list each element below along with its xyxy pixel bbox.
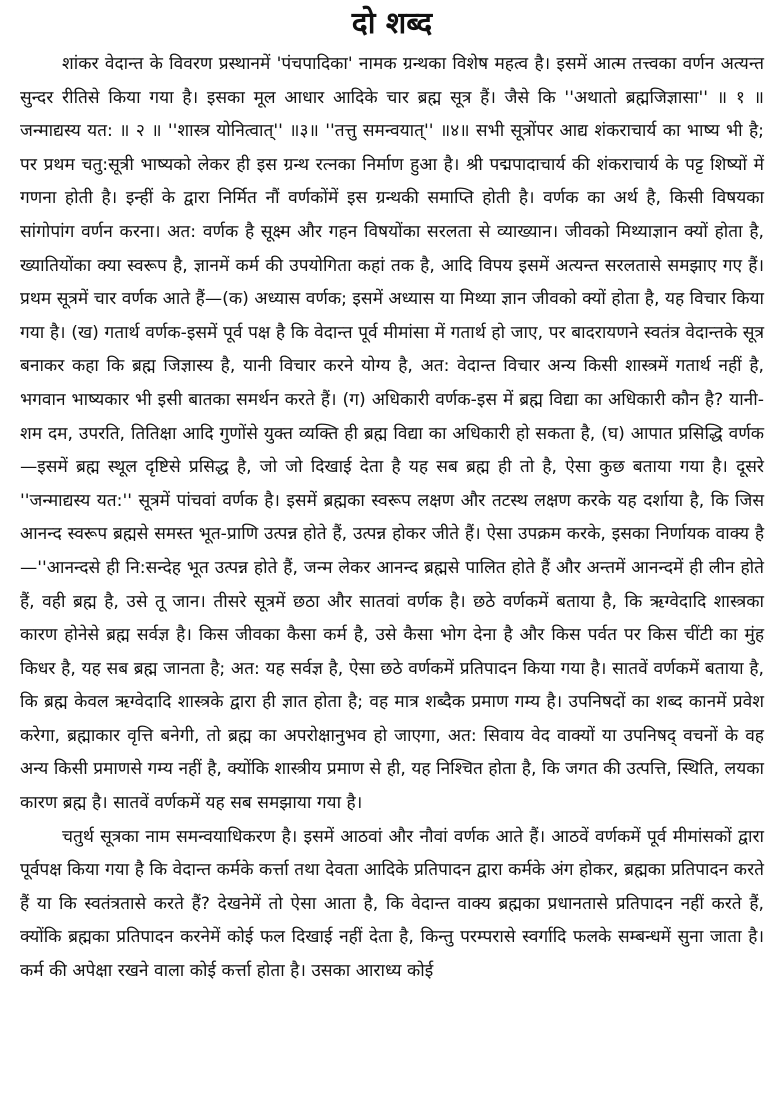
page-title: दो शब्द — [351, 6, 433, 41]
paragraph-2: चतुर्थ सूत्रका नाम समन्वयाधिकरण है। इसमें आठवां और नौवां वर्णक आते हैं। आठवें वर्णकमें पूर्व मीमांसकों द्वारा पूर्वपक्ष किया गया है कि वेदान्त कर्मके कर्त्ता तथा देवता आदिके प्रतिपादन द्वारा कर्मके अंग होकर, ब्रह्मका प्रतिपादन करते हैं या कि स्वतंत्रतासे करते हैं? देखनेमें तो ऐसा आता है, कि वेदान्त वाक्य ब्रह्मका प्रधानतासे प्रतिपादन नहीं करते हैं, क्योंकि ब्रह्मका प्रतिपादन करनेमें कोई फल दिखाई नहीं देता है, किन्तु परम्परासे स्वर्गादि फलके सम्बन्धमें सुना जाता है। कर्म की अपेक्षा रखने वाला कोई कर्त्ता होता है। उसका आराध्य कोई — [20, 826, 764, 982]
paragraph-1: शांकर वेदान्त के विवरण प्रस्थानमें 'पंचपादिका' नामक ग्रन्थका विशेष महत्व है। इसमें आत्म तत्त्वका वर्णन अत्यन्त सुन्दर रीतिसे किया गया है। इसका मूल आधार आदिके चार ब्रह्म सूत्र हैं। जैसे कि ''अथातो ब्रह्मजिज्ञासा'' ॥ १ ॥ जन्माद्यस्य यत: ॥ २ ॥ ''शास्त्र योनित्वात्'' ॥३॥ ''तत्तु समन्वयात्'' ॥४॥ सभी सूत्रोंपर आद्य शंकराचार्य का भाष्य भी है; पर प्रथम चतु:सूत्री भाष्यको लेकर ही इस ग्रन्थ रत्नका निर्माण हुआ है। श्री पद्मपादाचार्य की शंकराचार्य के पट्ट शिष्यों में गणना होती है। इन्हीं के द्वारा निर्मित नौं वर्णकोंमें इस ग्रन्थकी समाप्ति होती है। वर्णक का अर्थ है, किसी विषयका सांगोपांग वर्णन करना। अत: वर्णक है सूक्ष्म और गहन विषयोंका सरलता से व्याख्यान। जीवको मिथ्याज्ञान क्यों होता है, ख्यातियोंका क्या स्वरूप है, ज्ञानमें कर्म की उपयोगिता कहां तक है, आदि विपय इसमें अत्यन्त सरलतासे समझाए गए हैं। प्रथम सूत्रमें चार वर्णक आते हैं—(क) अध्यास वर्णक; इसमें अध्यास या मिथ्या ज्ञान जीवको क्यों होता है, यह विचार किया गया है। (ख) गतार्थ वर्णक-इसमें पूर्व पक्ष है कि वेदान्त पूर्व मीमांसा में गतार्थ हो जाए, पर बादरायणने स्वतंत्र वेदान्तके सूत्र बनाकर कहा कि ब्रह्म जिज्ञास्य है, यानी विचार करने योग्य है, अत: वेदान्त विचार अन्य किसी शास्त्रमें गतार्थ नहीं है, भगवान भाष्यकार भी इसी बातका समर्थन करते हैं। (ग) अधिकारी वर्णक-इस में ब्रह्म विद्या का अधिकारी कौन है? यानी-शम दम, उपरति, तितिक्षा आदि गुणोंसे युक्त व्यक्ति ही ब्रह्म विद्या का अधिकारी हो सकता है, (घ) आपात प्रसिद्धि वर्णक—इसमें ब्रह्म स्थूल दृष्टिसे प्रसिद्ध है, जो जो दिखाई देता है यह सब ब्रह्म ही तो है, ऐसा कुछ बताया गया है। दूसरे ''जन्माद्यस्य यत:'' सूत्रमें पांचवां वर्णक है। इसमें ब्रह्मका स्वरूप लक्षण और तटस्थ लक्षण करके यह दर्शाया है, कि जिस आनन्द स्वरूप ब्रह्मसे समस्त भूत-प्राणि उत्पन्न होते हैं, उत्पन्न होकर जीते हैं। ऐसा उपक्रम करके, इसका निर्णायक वाक्य है—''आनन्दसे ही नि:सन्देह भूत उत्पन्न होते हैं, जन्म लेकर आनन्द ब्रह्मसे पालित होते हैं और अन्तमें आनन्दमें ही लीन होते हैं, वही ब्रह्म है, उसे तू जान। तीसरे सूत्रमें छठा और सातवां वर्णक है। छठे वर्णकमें बताया है, कि ऋग्वेदादि शास्त्रका कारण होनेसे ब्रह्म सर्वज्ञ है। किस जीवका कैसा कर्म है, उसे कैसा भोग देना है और किस पर्वत पर किस चींटी का मुंह किधर है, यह सब ब्रह्म जानता है; अत: यह सर्वज्ञ है, ऐसा छठे वर्णकमें प्रतिपादन किया गया है। सातवें वर्णकमें बताया है, कि ब्रह्म केवल ऋग्वेदादि शास्त्रके द्वारा ही ज्ञात होता है; वह मात्र शब्दैक प्रमाण गम्य है। उपनिषदों का शब्द कानमें प्रवेश करेगा, ब्रह्माकार वृत्ति बनेगी, तो ब्रह्म का अपरोक्षानुभव हो जाएगा, अत: सिवाय वेद वाक्यों या उपनिषद् वचनों के वह अन्य किसी प्रमाणसे गम्य नहीं है, क्योंकि शास्त्रीय प्रमाण से ही, यह निश्चित होता है, कि जगत की उत्पत्ति, स्थिति, लयका कारण ब्रह्म है। सातवें वर्णकमें यह सब समझाया गया है। — [20, 54, 764, 814]
